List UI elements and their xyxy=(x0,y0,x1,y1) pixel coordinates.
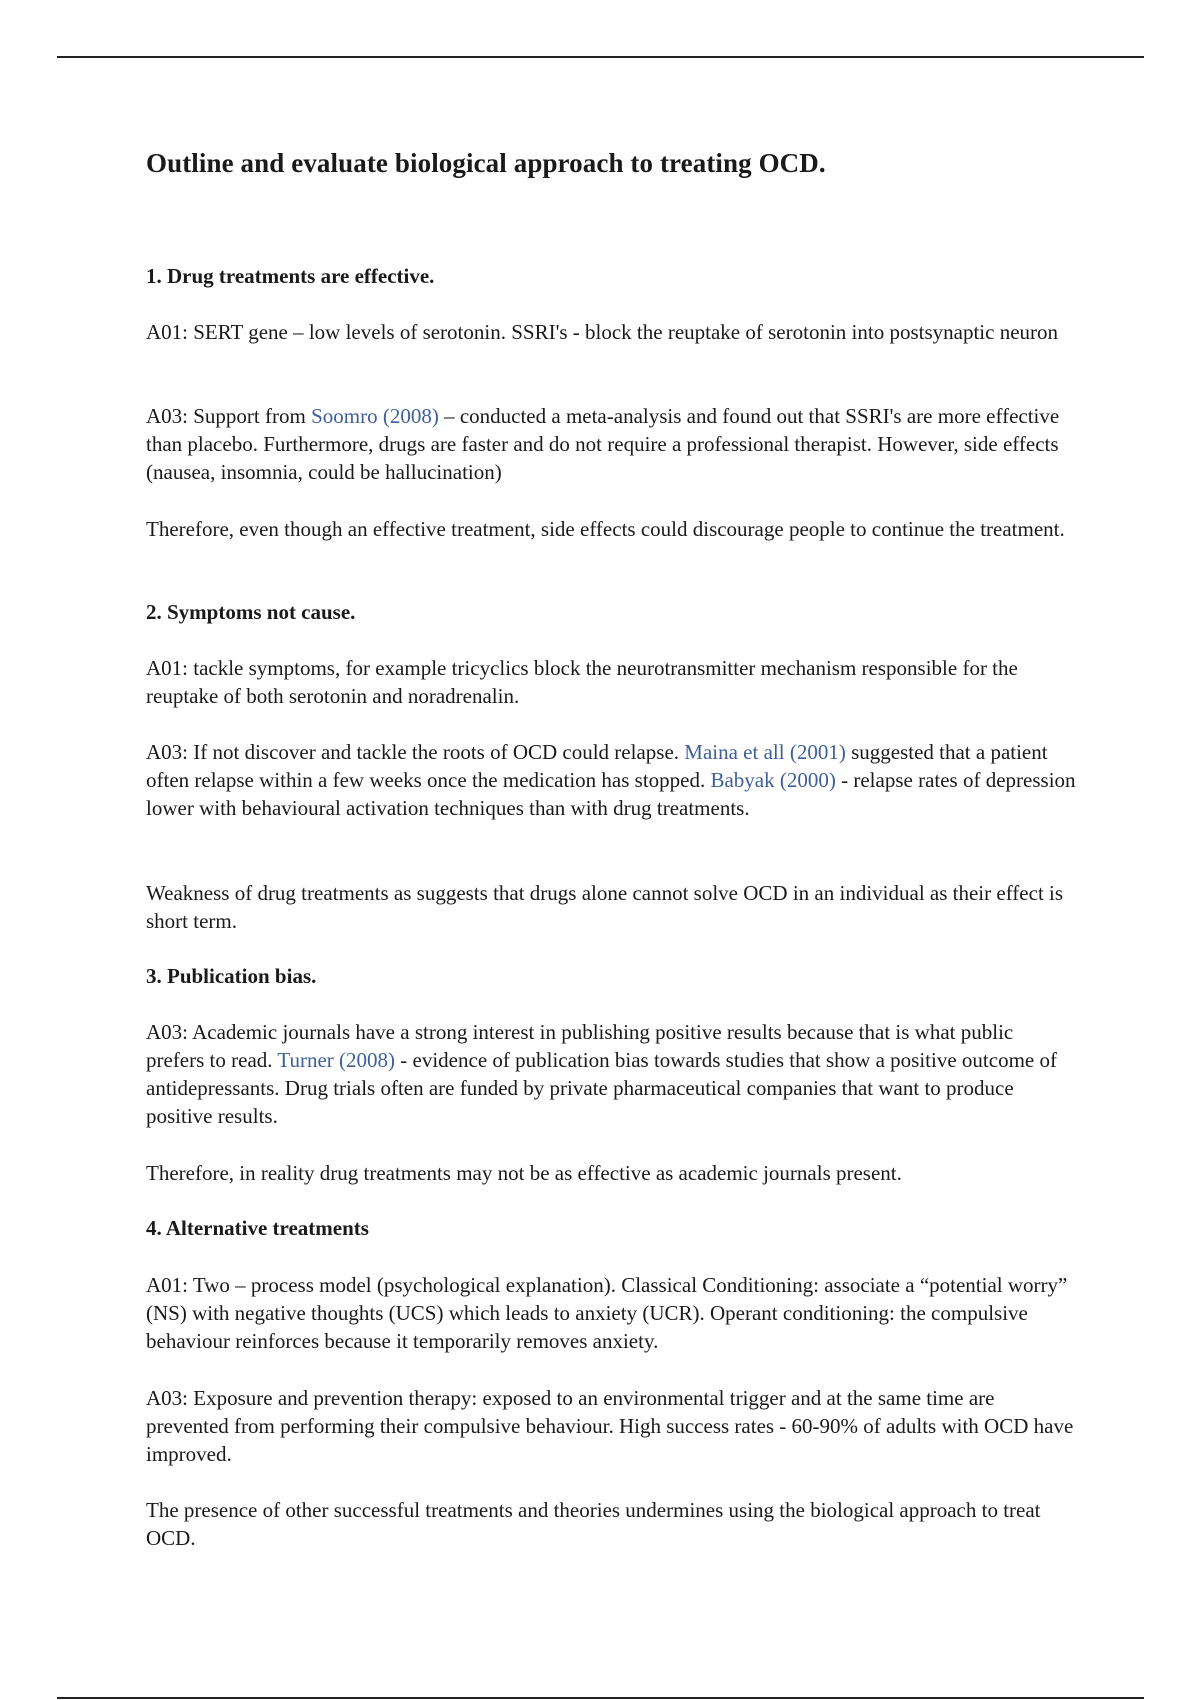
section-heading: 1. Drug treatments are effective. xyxy=(146,264,435,288)
paragraph xyxy=(146,879,1076,935)
paragraph-text: Therefore, in reality drug treatments may not be as effective as academic journals present. xyxy=(146,1161,902,1185)
paragraph-text: A01: SERT gene – low levels of serotonin. SSRI's - block the reuptake of serotonin into postsynaptic neuron xyxy=(146,320,1059,344)
section-heading: 2. Symptoms not cause. xyxy=(146,600,356,624)
paragraph-text: A03: If not discover and tackle the roots of OCD could relapse. xyxy=(146,740,685,764)
paragraph-text: A01: tackle symptoms, for example tricyclics block the neurotransmitter mechanism responsible for the reuptake of both serotonin and noradrenalin. xyxy=(146,656,1018,708)
paragraph-text: - evidence of publication bias towards studies that show a positive outcome of antidepressants. Drug trials often are funded by private pharmaceutical companies that want to produce positive results. xyxy=(146,1048,1057,1128)
paragraph xyxy=(146,738,1076,822)
paragraph-text: Therefore, even though an effective treatment, side effects could discourage people to continue the treatment. xyxy=(146,517,1065,541)
section-heading: 4. Alternative treatments xyxy=(146,1216,369,1240)
paragraph xyxy=(146,1271,1076,1355)
section-heading: 3. Publication bias. xyxy=(146,964,317,988)
paragraph xyxy=(146,318,1076,346)
citation-link[interactable]: Soomro (2008) xyxy=(311,404,439,428)
paragraph-text: A03: Academic journals have a strong interest in publishing positive results because that is what public prefers to read. xyxy=(146,1020,1014,1072)
paragraph-text: A03: Support from xyxy=(146,404,312,428)
paragraph xyxy=(146,1384,1076,1468)
paragraph-text: A03: Exposure and prevention therapy: exposed to an environmental trigger and at the same time are prevented from performing their compulsive behaviour. High success rates - 60-90% of adults with OCD have improved. xyxy=(146,1386,1074,1466)
citation-link[interactable]: Maina et all (2001) xyxy=(684,740,846,764)
paragraph xyxy=(146,1159,1076,1187)
bottom-rule xyxy=(57,1697,1144,1699)
paragraph-text: A01: Two – process model (psychological explanation). Classical Conditioning: associate a “potential worry” (NS) with negative thoughts (UCS) which leads to anxiety (UCR). Operant conditioning: the compulsive behaviour reinforces because it temporarily removes anxiety. xyxy=(146,1273,1068,1353)
paragraph xyxy=(146,1496,1076,1552)
paragraph-text: – conducted a meta-analysis and found out that SSRI's are more effective than placebo. Furthermore, drugs are faster and do not require a professional therapist. However, side effects (nausea, insomnia, could be hallucination) xyxy=(146,404,1060,484)
page-title: Outline and evaluate biological approach to treating OCD. xyxy=(146,148,826,178)
citation-link[interactable]: Turner (2008) xyxy=(277,1048,396,1072)
paragraph-text: - relapse rates of depression lower with behavioural activation techniques than with drug treatments. xyxy=(146,768,1076,820)
paragraph xyxy=(146,402,1076,486)
paragraph xyxy=(146,1018,1076,1130)
paragraph xyxy=(146,654,1076,710)
paragraph-text: Weakness of drug treatments as suggests that drugs alone cannot solve OCD in an individual as their effect is short term. xyxy=(146,881,1064,933)
paragraph-text: suggested that a patient often relapse within a few weeks once the medication has stopped. xyxy=(146,740,1048,792)
paragraph-text: The presence of other successful treatments and theories undermines using the biological approach to treat OCD. xyxy=(146,1498,1041,1550)
citation-link[interactable]: Babyak (2000) xyxy=(710,768,836,792)
paragraph xyxy=(146,515,1076,543)
top-rule xyxy=(57,56,1144,58)
